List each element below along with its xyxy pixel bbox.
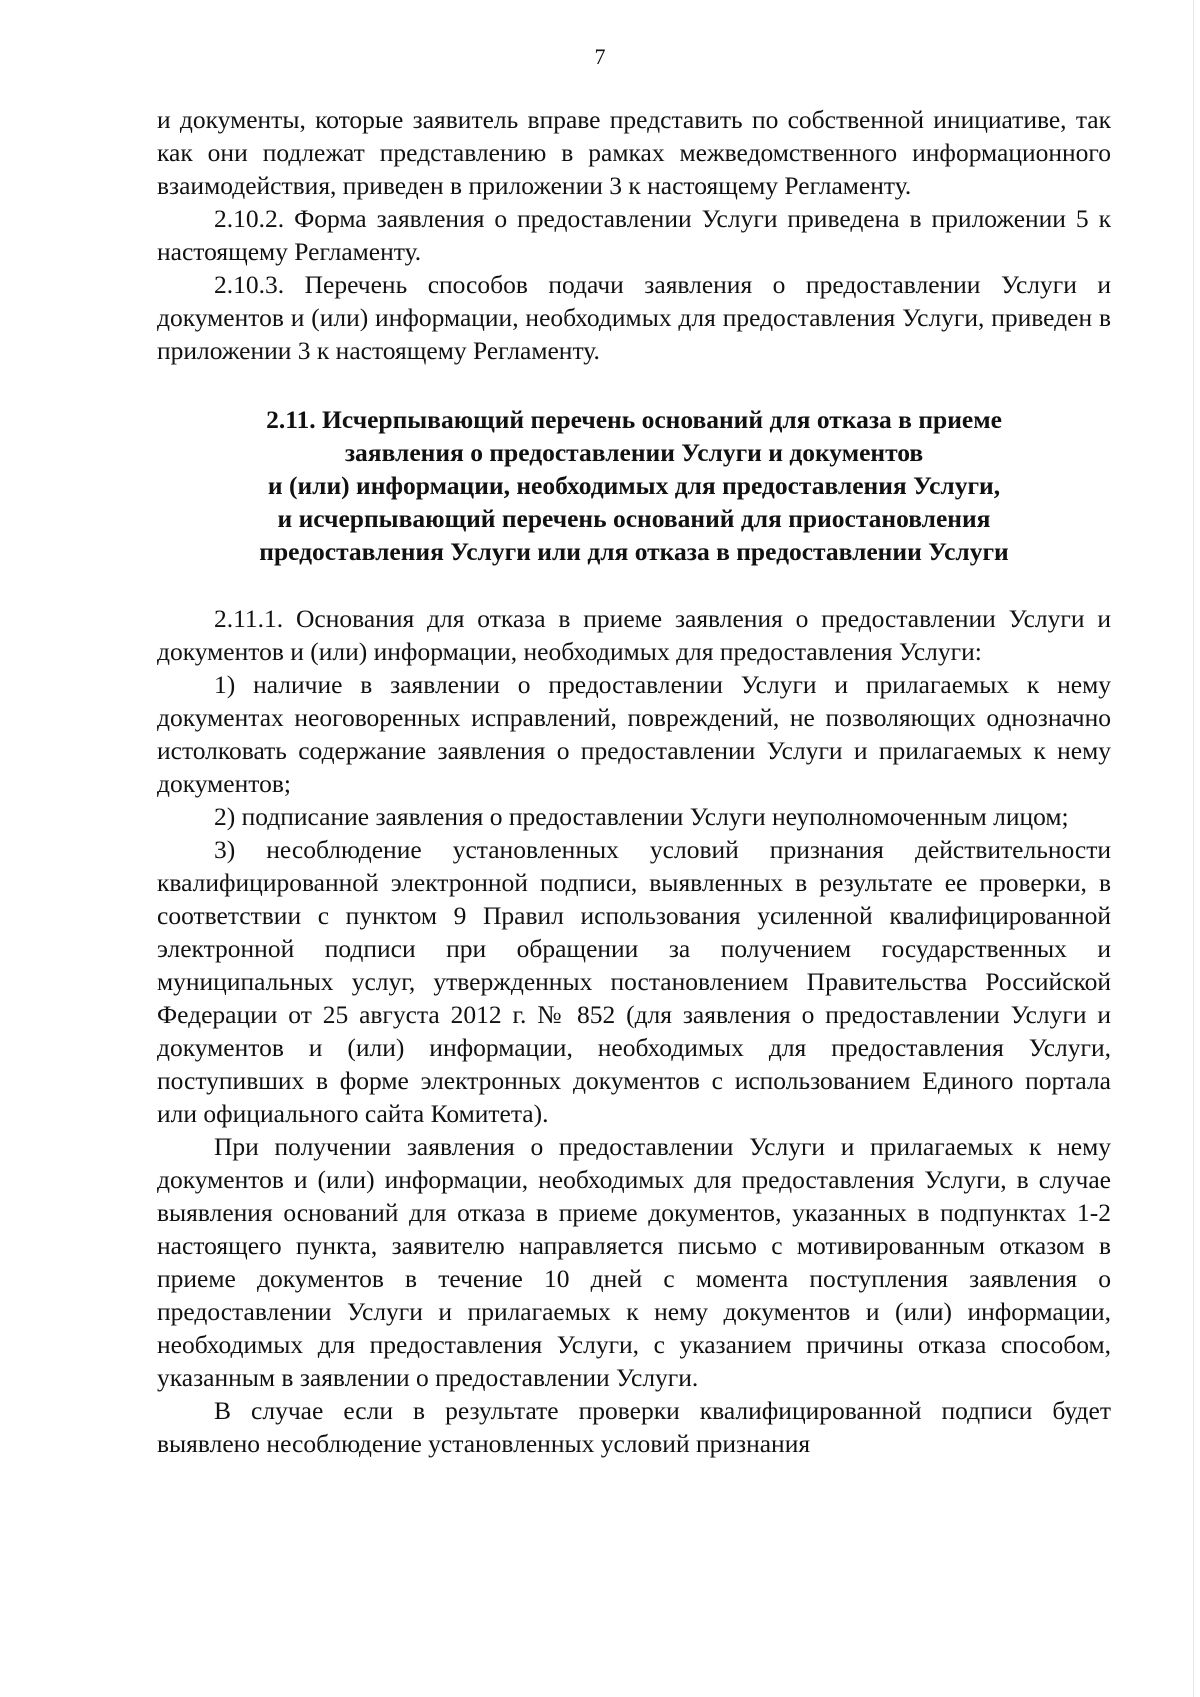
paragraph-signature-check: В случае если в результате проверки квалифицированной подписи будет выявлено несоблюдение установленных условий признания [157, 1396, 1111, 1458]
list-item-1: 1) наличие в заявлении о предоставлении Услуги и прилагаемых к нему документах неоговоренных исправлений, повреждений, не позволяющих однозначно истолковать содержание заявления о предоставлении Услуги и прилагаемых к нему документов; [157, 670, 1111, 798]
section-heading-2-11 [157, 403, 1111, 568]
paragraph-2-10-3: 2.10.3. Перечень способов подачи заявления о предоставлении Услуги и документов и (или) информации, необходимых для предоставления Услуги, приведен в приложении 3 к настоящему Регламенту. [157, 270, 1111, 365]
document-body [157, 103, 1111, 1460]
list-item-3: 3) несоблюдение установленных условий признания действительности квалифицированной электронной подписи, выявленных в результате ее проверки, в соответствии с пунктом 9 Правил использования усиленной квалифицированной электронной подписи при обращении за получением государственных и муниципальных услуг, утвержденных постановлением Правительства Российской Федерации от 25 августа 2012 г. № 852 (для заявления о предоставлении Услуги и документов и (или) информации, необходимых для предоставления Услуги, поступивших в форме электронных документов с использованием Единого портала или официального сайта Комитета). [157, 835, 1111, 1128]
paragraph-continuation: и документы, которые заявитель вправе представить по собственной инициативе, так как они подлежат представлению в рамках межведомственного информационного взаимодействия, приведен в приложении 3 к настоящему Регламенту. [157, 105, 1111, 200]
heading-line: и (или) информации, необходимых для предоставления Услуги, [267, 471, 1001, 500]
page-edge-line [1193, 0, 1194, 1697]
heading-line: заявления о предоставлении Услуги и документов [344, 438, 924, 467]
heading-line: и исчерпывающий перечень оснований для приостановления [277, 504, 991, 533]
paragraph-receipt-refusal: При получении заявления о предоставлении Услуги и прилагаемых к нему документов и (или) информации, необходимых для предоставления Услуги, в случае выявления оснований для отказа в приеме документов, указанных в подпунктах 1-2 настоящего пункта, заявителю направляется письмо с мотивированным отказом в приеме документов в течение 10 дней с момента поступления заявления о предоставлении Услуги и прилагаемых к нему документов и (или) информации, необходимых для предоставления Услуги, с указанием причины отказа способом, указанным в заявлении о предоставлении Услуги. [157, 1132, 1111, 1392]
heading-line: предоставления Услуги или для отказа в предоставлении Услуги [259, 537, 1009, 566]
paragraph-2-11-1: 2.11.1. Основания для отказа в приеме заявления о предоставлении Услуги и документов и (или) информации, необходимых для предоставления Услуги: [157, 604, 1111, 666]
list-item-2: 2) подписание заявления о предоставлении Услуги неуполномоченным лицом; [214, 802, 1069, 831]
paragraph-2-10-2: 2.10.2. Форма заявления о предоставлении Услуги приведена в приложении 5 к настоящему Регламенту. [157, 204, 1111, 266]
heading-line: 2.11. Исчерпывающий перечень оснований для отказа в приеме [266, 405, 1002, 434]
page-number: 7 [594, 44, 606, 69]
